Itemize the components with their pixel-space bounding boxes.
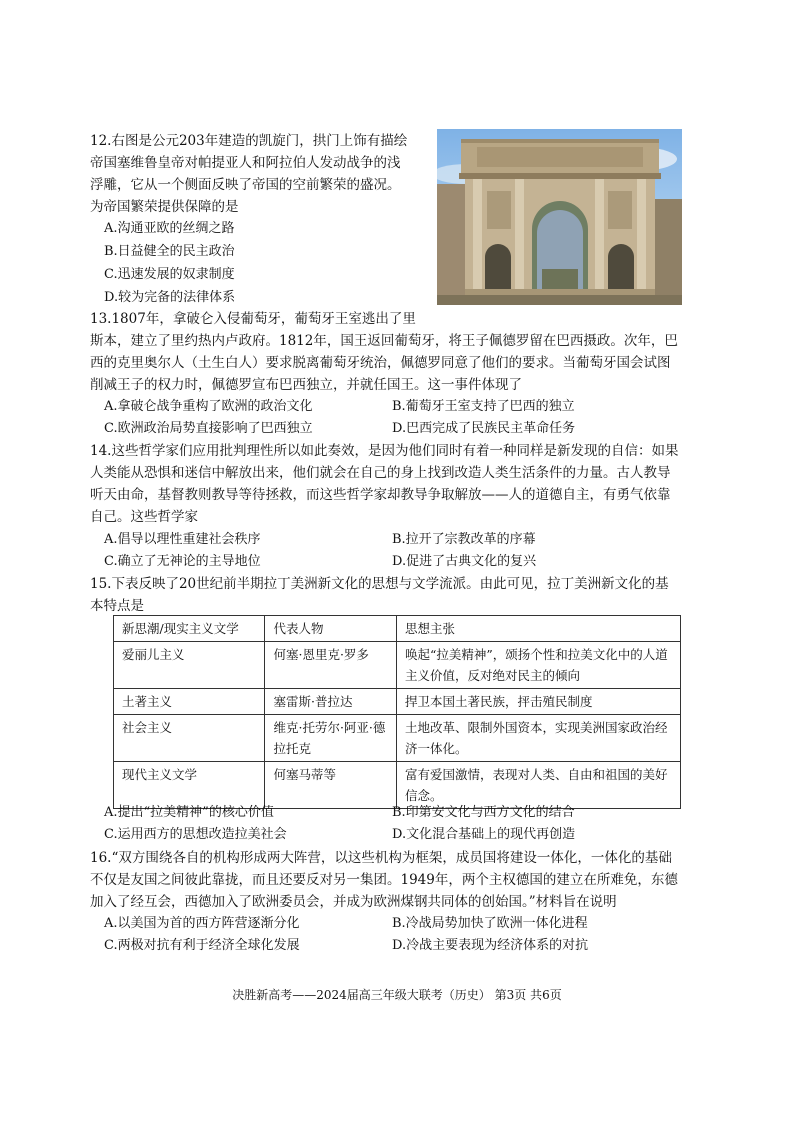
q14-stem-line-3: 听天由命，基督教则教导等待拯救，而这些哲学家却教导争取解放——人的道德自主，有勇气依靠 — [90, 487, 671, 503]
table-cell: 土著主义 — [114, 689, 265, 715]
table-row — [114, 762, 681, 809]
q13-option-b: B.葡萄牙王室支持了巴西的独立 — [392, 399, 575, 414]
q15-option-c: C.运用西方的思想改造拉美社会 — [104, 827, 287, 842]
table-cell: 社会主义 — [114, 715, 265, 762]
table-cell: 现代主义文学 — [114, 762, 265, 809]
q16-stem-line-1: 16.“双方围绕各自的机构形成两大阵营，以这些机构为框架，成员国将建设一体化，一体化的基础 — [90, 850, 672, 866]
q14-option-c: C.确立了无神论的主导地位 — [104, 554, 261, 569]
table-cell: 捍卫本国土著民族，抨击殖民制度 — [397, 689, 681, 715]
q16-option-d: D.冷战主要表现为经济体系的对抗 — [392, 938, 589, 953]
q13-stem-line-4: 削减王子的权力时，佩德罗宣布巴西独立，并就任国王。这一事件体现了 — [90, 377, 522, 393]
q16-option-b: B.冷战局势加快了欧洲一体化进程 — [392, 916, 588, 931]
table-row — [114, 715, 681, 762]
table-cell: 何塞马蒂等 — [265, 762, 397, 809]
q14-stem-line-1: 14.这些哲学家们应用批判理性所以如此奏效，是因为他们同时有着一种同样是新发现的自信：如果 — [90, 443, 679, 459]
q16-stem-line-3: 加入了经互会，西德加入了欧洲委员会，并成为欧洲煤钢共同体的创始国。”材料旨在说明 — [90, 894, 617, 910]
q14-stem-line-2: 人类能从恐惧和迷信中解放出来，他们就会在自己的身上找到改造人类生活条件的力量。古人教导 — [90, 465, 671, 481]
q12-stem-line-2: 帝国塞维鲁皇帝对帕提亚人和阿拉伯人发动战争的浅 — [90, 155, 401, 171]
q15-stem-line-1: 15.下表反映了20世纪前半期拉丁美洲新文化的思想与文学流派。由此可见，拉丁美洲新文化的基 — [90, 576, 669, 592]
q12-option-c: C.迅速发展的奴隶制度 — [104, 267, 235, 282]
table-row — [114, 642, 681, 689]
q13-stem-line-2: 斯本，建立了里约热内卢政府。1812年，国王返回葡萄牙，将王子佩德罗留在巴西摄政。次年，巴 — [90, 333, 678, 349]
q16-stem-line-2: 不仅是友国之间彼此靠拢，而且还要反对另一集团。1949年，两个主权德国的建立在所难免，东德 — [90, 872, 678, 888]
q15-option-a: A.提出“拉美精神”的核心价值 — [104, 805, 274, 820]
table-cell: 爱丽儿主义 — [114, 642, 265, 689]
q15-stem-line-2: 本特点是 — [90, 598, 144, 614]
table-cell: 塞雷斯·普拉达 — [265, 689, 397, 715]
q13-option-c: C.欧洲政治局势直接影响了巴西独立 — [104, 421, 313, 436]
page-footer: 决胜新高考——2024届高三年级大联考（历史） 第3页 共6页 — [232, 988, 562, 1002]
table-cell: 富有爱国激情，表现对人类、自由和祖国的美好信念。 — [397, 762, 681, 809]
q13-stem-line-3: 西的克里奥尔人（土生白人）要求脱离葡萄牙统治，佩德罗同意了他们的要求。当葡萄牙国会试图 — [90, 355, 671, 371]
q15-option-b: B.印第安文化与西方文化的结合 — [392, 805, 575, 820]
q12-stem-line-1: 12.右图是公元203年建造的凯旋门，拱门上饰有描绘 — [90, 133, 408, 149]
q13-stem-line-1: 13.1807年，拿破仑入侵葡萄牙，葡萄牙王室逃出了里 — [90, 311, 416, 327]
table-header-cell: 代表人物 — [265, 616, 397, 642]
q12-option-b: B.日益健全的民主政治 — [104, 244, 235, 259]
q14-stem-line-4: 自己。这些哲学家 — [90, 509, 198, 525]
school-of-thought-table — [113, 615, 681, 809]
table-cell: 维克·托劳尔·阿亚·德拉托克 — [265, 715, 397, 762]
table-header-row — [114, 616, 681, 642]
q12-stem-line-4: 为帝国繁荣提供保障的是 — [90, 199, 239, 215]
table-cell: 何塞·恩里克·罗多 — [265, 642, 397, 689]
q14-option-d: D.促进了古典文化的复兴 — [392, 554, 537, 569]
table-cell: 唤起“拉美精神”，颂扬个性和拉美文化中的人道主义价值，反对绝对民主的倾向 — [397, 642, 681, 689]
arch-photo — [437, 129, 682, 305]
q13-option-d: D.巴西完成了民族民主革命任务 — [392, 421, 576, 436]
table-header-cell: 新思潮/现实主义文学 — [114, 616, 265, 642]
q14-option-a: A.倡导以理性重建社会秩序 — [104, 532, 261, 547]
q12-option-d: D.较为完备的法律体系 — [104, 290, 236, 305]
q16-option-c: C.两极对抗有利于经济全球化发展 — [104, 938, 300, 953]
q16-option-a: A.以美国为首的西方阵营逐渐分化 — [104, 916, 300, 931]
table-header-cell: 思想主张 — [397, 616, 681, 642]
q13-option-a: A.拿破仑战争重构了欧洲的政治文化 — [104, 399, 313, 414]
q14-option-b: B.拉开了宗教改革的序幕 — [392, 532, 536, 547]
q12-option-a: A.沟通亚欧的丝绸之路 — [104, 221, 235, 236]
table-row — [114, 689, 681, 715]
table-cell: 土地改革、限制外国资本，实现美洲国家政治经济一体化。 — [397, 715, 681, 762]
q15-option-d: D.文化混合基础上的现代再创造 — [392, 827, 576, 842]
q12-stem-line-3: 浮雕，它从一个侧面反映了帝国的空前繁荣的盛况。 — [90, 177, 401, 193]
